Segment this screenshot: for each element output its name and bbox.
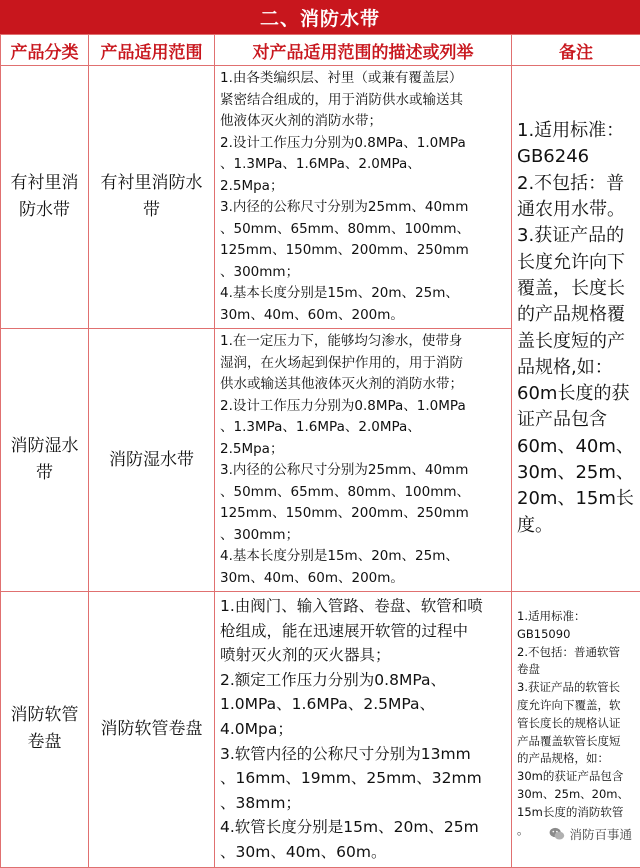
description-line: 、300mm； bbox=[220, 525, 507, 547]
description-line: 、50mm、65mm、80mm、100mm、 bbox=[220, 482, 507, 504]
description-line: 、38mm； bbox=[220, 791, 507, 816]
description-line: 3.内径的公称尺寸分别为25mm、40mm bbox=[220, 460, 507, 482]
watermark-text: 消防百事通 bbox=[569, 825, 632, 843]
note-line: 盖长度短的产 bbox=[517, 329, 636, 355]
description-line: 、1.3MPa、1.6MPa、2.0MPa、 bbox=[220, 417, 507, 439]
description-line: 125mm、150mm、200mm、250mm bbox=[220, 240, 507, 262]
note-line: 30m、25m、20m、 bbox=[517, 786, 636, 804]
note-line: 30m的获证产品包含 bbox=[517, 768, 636, 786]
note-line: 产品覆盖软管长度短 bbox=[517, 733, 636, 751]
category-cell bbox=[1, 592, 89, 868]
description-line: 3.软管内径的公称尺寸分别为13mm bbox=[220, 742, 507, 767]
category-text: 防水带 bbox=[5, 197, 84, 224]
description-cell bbox=[215, 329, 512, 592]
description-line: 2.5Mpa； bbox=[220, 176, 507, 198]
note-line: 3.获证产品的软管长 bbox=[517, 679, 636, 697]
notes-cell bbox=[512, 66, 640, 592]
header-category: 产品分类 bbox=[1, 35, 89, 66]
scope-text: 消防湿水带 bbox=[93, 447, 210, 474]
description-line: 4.基本长度分别是15m、20m、25m、 bbox=[220, 283, 507, 305]
description-line: 、30m、40m、60m。 bbox=[220, 840, 507, 865]
description-line: 2.额定工作压力分别为0.8MPa、 bbox=[220, 668, 507, 693]
description-line: 、16mm、19mm、25mm、32mm bbox=[220, 766, 507, 791]
note-line: 3.获证产品的 bbox=[517, 223, 636, 249]
scope-cell bbox=[89, 592, 215, 868]
note-line: 1.适用标准： bbox=[517, 608, 636, 626]
description-line: 2.设计工作压力分别为0.8MPa、1.0MPa bbox=[220, 133, 507, 155]
note-line: 长度允许向下 bbox=[517, 250, 636, 276]
wechat-logo-icon bbox=[549, 826, 565, 842]
description-line: 喷射灭火剂的灭火器具； bbox=[220, 643, 507, 668]
description-line: 4.基本长度分别是15m、20m、25m、 bbox=[220, 546, 507, 568]
note-line: 管长度长的规格认证 bbox=[517, 715, 636, 733]
note-line: 证产品包含 bbox=[517, 407, 636, 433]
description-line: 1.在一定压力下，能够均匀渗水，使带身 bbox=[220, 331, 507, 353]
category-cell bbox=[1, 66, 89, 329]
description-line: 3.内径的公称尺寸分别为25mm、40mm bbox=[220, 197, 507, 219]
category-cell bbox=[1, 329, 89, 592]
note-line: 2.不包括：普通软管 bbox=[517, 644, 636, 662]
description-line: 1.由阀门、输入管路、卷盘、软管和喷 bbox=[220, 594, 507, 619]
note-line: 15m长度的消防软管 bbox=[517, 804, 636, 822]
description-line: 2.5Mpa； bbox=[220, 439, 507, 461]
description-line: 4.软管长度分别是15m、20m、25m bbox=[220, 815, 507, 840]
note-line: 。 bbox=[517, 822, 636, 840]
description-line: 枪组成，能在迅速展开软管的过程中 bbox=[220, 619, 507, 644]
note-line: 30m、25m、 bbox=[517, 460, 636, 486]
watermark bbox=[549, 825, 632, 843]
note-line: 1.适用标准： bbox=[517, 118, 636, 144]
note-line: 通农用水带。 bbox=[517, 197, 636, 223]
scope-cell bbox=[89, 66, 215, 329]
description-line: 4.0Mpa； bbox=[220, 717, 507, 742]
note-line: 度。 bbox=[517, 513, 636, 539]
note-line: 覆盖，长度长 bbox=[517, 276, 636, 302]
section-title-text: 二、消防水带 bbox=[260, 4, 380, 31]
note-line: GB6246 bbox=[517, 144, 636, 170]
header-description: 对产品适用范围的描述或列举 bbox=[215, 35, 512, 66]
note-line: 品规格,如： bbox=[517, 355, 636, 381]
header-row bbox=[1, 35, 640, 66]
note-line: 2.不包括：普 bbox=[517, 171, 636, 197]
description-line: 他液体灭火剂的消防水带； bbox=[220, 111, 507, 133]
note-line: 60m长度的获 bbox=[517, 381, 636, 407]
description-cell bbox=[215, 592, 512, 868]
scope-text: 带 bbox=[93, 197, 210, 224]
description-line: 、50mm、65mm、80mm、100mm、 bbox=[220, 219, 507, 241]
note-line: 度允许向下覆盖，软 bbox=[517, 697, 636, 715]
description-line: 供水或输送其他液体灭火剂的消防水带； bbox=[220, 374, 507, 396]
description-line: 、1.3MPa、1.6MPa、2.0MPa、 bbox=[220, 154, 507, 176]
note-line: 卷盘 bbox=[517, 661, 636, 679]
description-line: 30m、40m、60m、200m。 bbox=[220, 568, 507, 590]
description-line: 125mm、150mm、200mm、250mm bbox=[220, 503, 507, 525]
description-line: 1.由各类编织层、衬里（或兼有覆盖层） bbox=[220, 68, 507, 90]
scope-text: 消防软管卷盘 bbox=[93, 716, 210, 743]
description-line: 湿润，在火场起到保护作用的，用于消防 bbox=[220, 353, 507, 375]
header-notes: 备注 bbox=[512, 35, 640, 66]
note-line: GB15090 bbox=[517, 626, 636, 644]
note-line: 的产品规格覆 bbox=[517, 302, 636, 328]
section-title bbox=[0, 0, 640, 34]
category-text: 卷盘 bbox=[5, 729, 84, 756]
scope-cell bbox=[89, 329, 215, 592]
note-line: 20m、15m长 bbox=[517, 486, 636, 512]
note-line: 60m、40m、 bbox=[517, 434, 636, 460]
category-text: 有衬里消 bbox=[5, 170, 84, 197]
product-table bbox=[0, 34, 640, 868]
category-text: 消防湿水 bbox=[5, 433, 84, 460]
description-line: 紧密结合组成的，用于消防供水或输送其 bbox=[220, 90, 507, 112]
category-text: 带 bbox=[5, 460, 84, 487]
description-line: 30m、40m、60m、200m。 bbox=[220, 305, 507, 327]
description-line: 1.0MPa、1.6MPa、2.5MPa、 bbox=[220, 692, 507, 717]
table-row bbox=[1, 66, 640, 329]
table-row bbox=[1, 592, 640, 868]
category-text: 消防软管 bbox=[5, 702, 84, 729]
description-line: 、300mm； bbox=[220, 262, 507, 284]
scope-text: 有衬里消防水 bbox=[93, 170, 210, 197]
description-line: 2.设计工作压力分别为0.8MPa、1.0MPa bbox=[220, 396, 507, 418]
note-line: 的产品规格，如： bbox=[517, 750, 636, 768]
description-cell bbox=[215, 66, 512, 329]
header-scope: 产品适用范围 bbox=[89, 35, 215, 66]
